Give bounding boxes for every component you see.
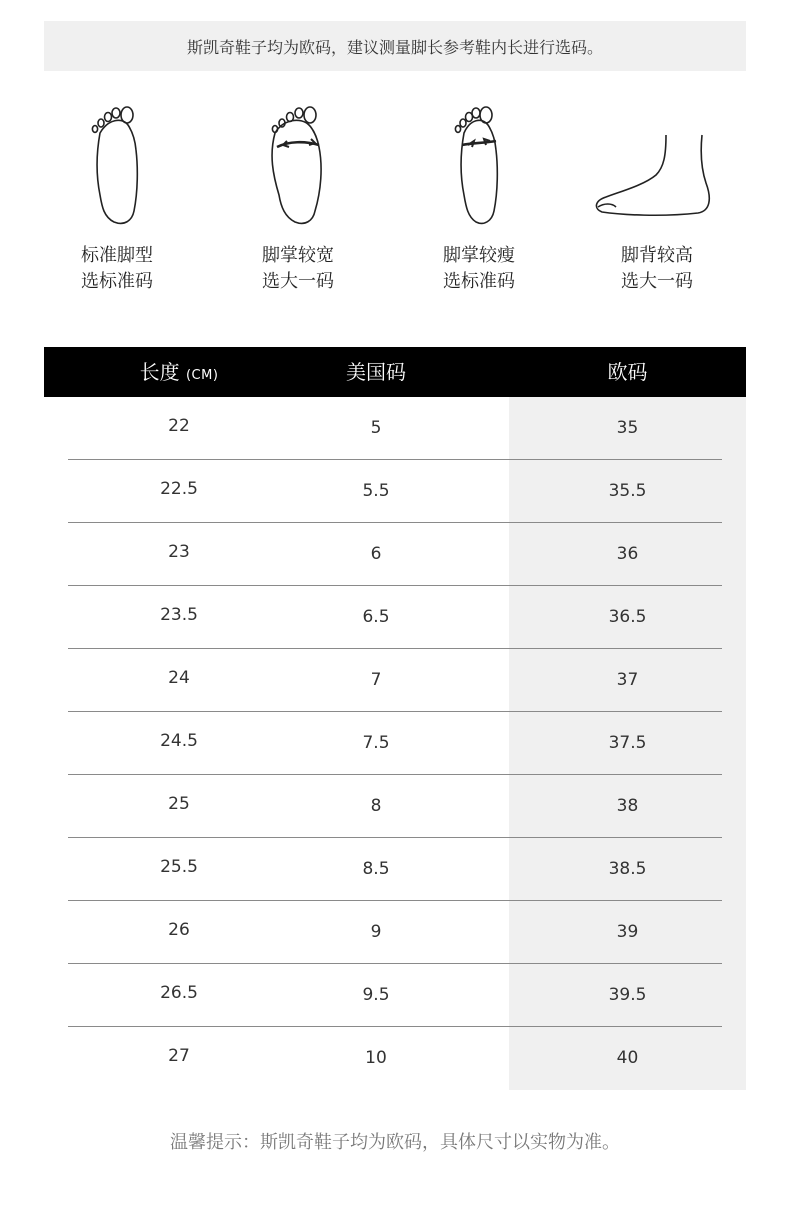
table-row [44,1027,746,1090]
table-row [44,397,746,460]
cell-us: 7 [370,670,382,690]
foot-type-guide [0,95,790,295]
cell-length: 24 [168,668,190,688]
header-eu-size: 欧码 [607,360,648,384]
header-length-unit: (CM) [185,368,219,383]
cell-us: 8.5 [362,859,390,879]
cell-us: 6 [370,544,382,564]
cell-length: 26.5 [160,983,198,1003]
cell-eu: 37.5 [608,733,647,753]
table-row [44,964,746,1027]
table-header [44,347,746,397]
standard-foot-icon [52,95,182,235]
foot-type-line2: 选标准码 [443,271,515,292]
foot-type-high-instep [592,95,722,295]
foot-type-narrow [414,95,544,295]
cell-eu: 39.5 [608,985,647,1005]
cell-us: 5.5 [362,481,390,501]
foot-type-line1: 脚背较高 [621,245,693,266]
foot-type-line1: 脚掌较瘦 [443,245,515,266]
size-advice-banner [44,21,746,71]
cell-eu: 37 [616,670,639,690]
size-chart-table [44,347,746,1090]
foot-type-line1: 标准脚型 [81,245,153,266]
cell-eu: 40 [616,1048,639,1068]
foot-type-line2: 选大一码 [262,271,334,292]
foot-type-line1: 脚掌较宽 [262,245,334,266]
cell-us: 5 [370,418,382,438]
cell-length: 24.5 [160,731,198,751]
table-row [44,712,746,775]
cell-length: 25 [168,794,190,814]
cell-length: 23 [168,542,190,562]
cell-us: 10 [365,1048,387,1068]
header-length [44,347,314,397]
cell-eu: 38 [616,796,639,816]
cell-length: 23.5 [160,605,198,625]
cell-us: 9.5 [362,985,390,1005]
cell-length: 26 [168,920,190,940]
cell-eu: 35 [616,418,639,438]
table-body [44,397,746,1090]
cell-length: 27 [168,1046,190,1066]
cell-us: 6.5 [362,607,390,627]
table-row [44,523,746,586]
cell-eu: 35.5 [608,481,647,501]
cell-eu: 38.5 [608,859,647,879]
cell-length: 22 [168,416,190,436]
banner-text: 斯凯奇鞋子均为欧码，建议测量脚长参考鞋内长进行选码。 [186,37,603,57]
size-tip-note: 温馨提示：斯凯奇鞋子均为欧码，具体尺寸以实物为准。 [170,1132,620,1153]
cell-eu: 36 [616,544,639,564]
cell-us: 8 [370,796,382,816]
foot-type-line2: 选大一码 [621,271,693,292]
foot-type-standard [52,95,182,295]
high-instep-foot-icon [592,95,722,235]
table-row [44,838,746,901]
header-length-label: 长度 [139,360,180,384]
narrow-foot-icon [414,95,544,235]
foot-type-wide [233,95,363,295]
table-row [44,586,746,649]
wide-foot-icon [233,95,363,235]
table-row [44,901,746,964]
foot-type-line2: 选标准码 [81,271,153,292]
table-row [44,775,746,838]
table-row [44,460,746,523]
cell-us: 7.5 [362,733,390,753]
cell-length: 25.5 [160,857,198,877]
cell-eu: 36.5 [608,607,647,627]
cell-us: 9 [370,922,382,942]
table-row [44,649,746,712]
cell-length: 22.5 [160,479,198,499]
cell-eu: 39 [616,922,639,942]
header-us-size: 美国码 [346,360,406,384]
